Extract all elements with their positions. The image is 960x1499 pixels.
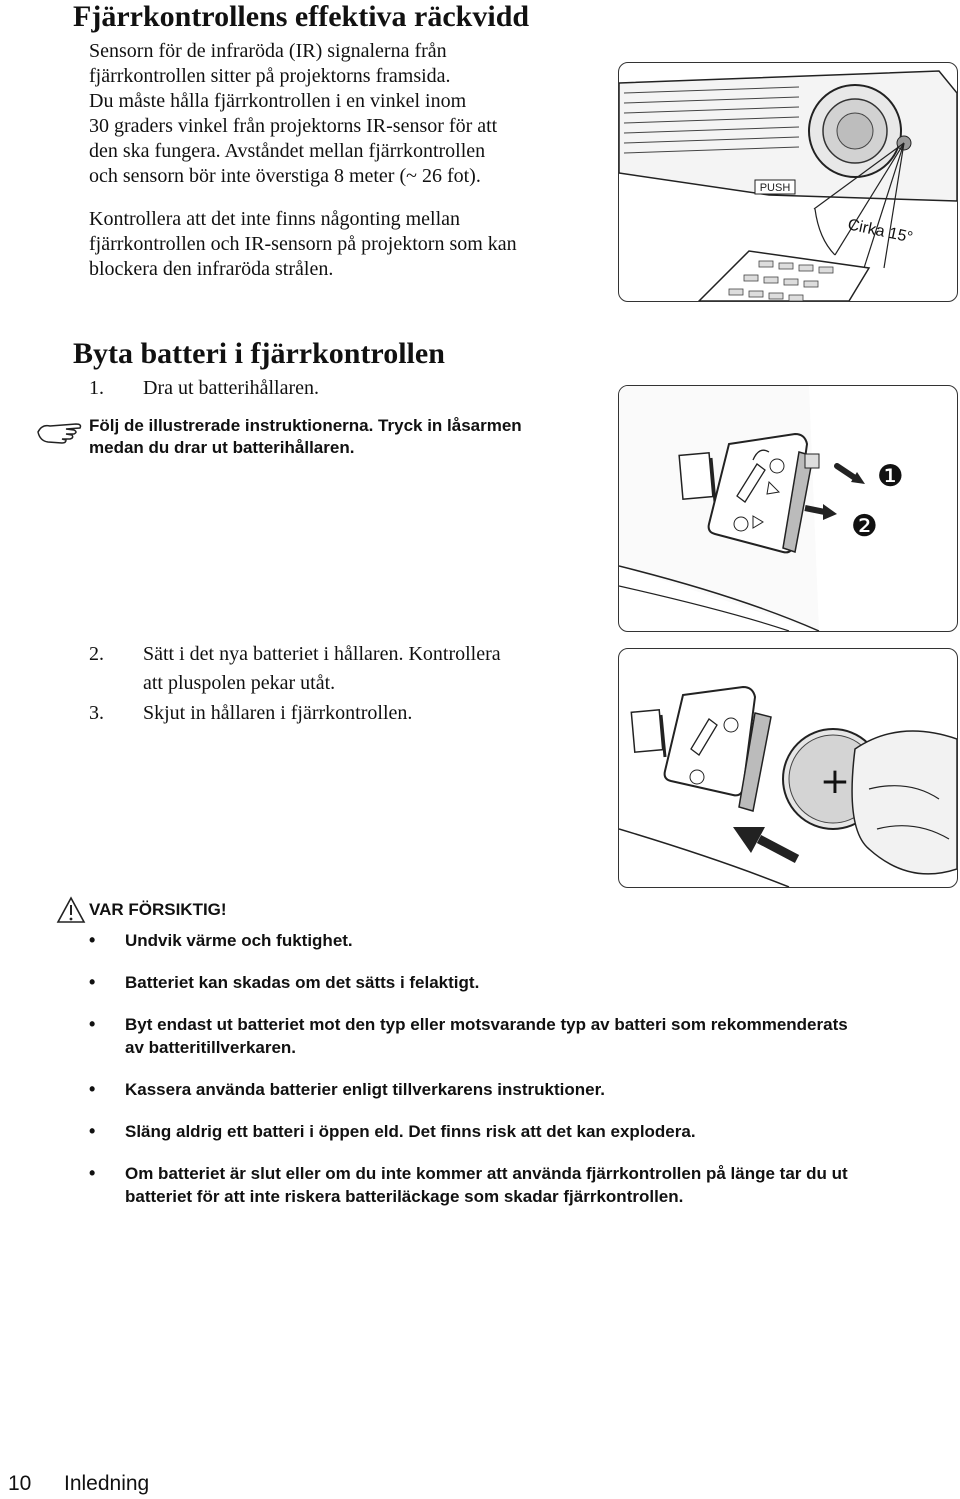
caution-item: • Undvik värme och fuktighet. (75, 929, 960, 952)
caution-item: • Om batteriet är slut eller om du inte kommer att använda fjärrkontrollen på länge tar du ut batteriet för att inte riskera batteriläckage som skadar fjärrkontrollen. (75, 1162, 960, 1208)
note-line: medan du drar ut batterihållaren. (89, 438, 355, 457)
step-text: Skjut in hållaren i fjärrkontrollen. (143, 702, 413, 724)
step-number: 2. (89, 643, 104, 665)
note-line: Följ de illustrerade instruktionerna. Tryck in låsarmen (89, 416, 522, 435)
caution-list (75, 929, 960, 1227)
step-label-2: ❷ (851, 509, 878, 544)
text-line: den ska fungera. Avståndet mellan fjärrkontrollen (89, 140, 486, 162)
step-2 (89, 640, 501, 698)
text-line: Du måste hålla fjärrkontrollen i en vinkel inom (89, 90, 467, 112)
battery-holder-remove-figure (618, 385, 958, 632)
step-text: Sätt i det nya batteriet i hållaren. Kontrollera (143, 643, 501, 665)
page-number: 10 (8, 1472, 32, 1495)
angle-label: Cirka 15° (846, 216, 915, 247)
caution-item: • Byt endast ut batteriet mot den typ eller motsvarande typ av batteri som rekommenderats av batteritillverkaren. (75, 1013, 960, 1059)
warning-triangle-icon (56, 896, 86, 924)
text-line: blockera den infraröda strålen. (89, 258, 334, 280)
footer-section-name: Inledning (64, 1472, 150, 1495)
step-number: 3. (89, 702, 104, 724)
step-1 (89, 374, 319, 403)
push-label: PUSH (759, 182, 791, 194)
range-paragraph-2 (89, 207, 609, 282)
note-pull-out (89, 415, 599, 459)
battery-insert-figure (618, 648, 958, 888)
section-title-battery-replacement: Byta batteri i fjärrkontrollen (73, 337, 445, 370)
projector-remote-illustration (619, 63, 957, 301)
text-line: fjärrkontrollen sitter på projektorns framsida. (89, 65, 451, 87)
text-line: och sensorn bör inte överstiga 8 meter (~ 26 fot). (89, 165, 481, 187)
step-text: Dra ut batterihållaren. (143, 377, 320, 399)
insert-battery-illustration (619, 649, 957, 887)
battery-plus-sign: + (819, 761, 851, 802)
caution-item: • Batteriet kan skadas om det sätts i felaktigt. (75, 971, 960, 994)
text-line: 30 graders vinkel från projektorns IR-sensor för att (89, 115, 498, 137)
caution-title: VAR FÖRSIKTIG! (89, 900, 227, 919)
step-text: att pluspolen pekar utåt. (143, 672, 336, 694)
text-line: fjärrkontrollen och IR-sensorn på projektorn som kan (89, 233, 517, 255)
caution-item: • Släng aldrig ett batteri i öppen eld. Det finns risk att det kan explodera. (75, 1120, 960, 1143)
step-label-1: ❶ (877, 459, 904, 494)
caution-item: • Kassera använda batterier enligt tillverkarens instruktioner. (75, 1078, 960, 1101)
step-number: 1. (89, 377, 104, 399)
range-paragraph-1 (89, 39, 609, 189)
text-line: Kontrollera att det inte finns någonting mellan (89, 208, 461, 230)
note-hand-icon (36, 418, 84, 444)
section-title-remote-range: Fjärrkontrollens effektiva räckvidd (73, 0, 530, 33)
step-3 (89, 699, 412, 728)
remove-holder-illustration (619, 386, 957, 631)
text-line: Sensorn för de infraröda (IR) signalerna från (89, 40, 447, 62)
projector-ir-range-figure (618, 62, 958, 302)
